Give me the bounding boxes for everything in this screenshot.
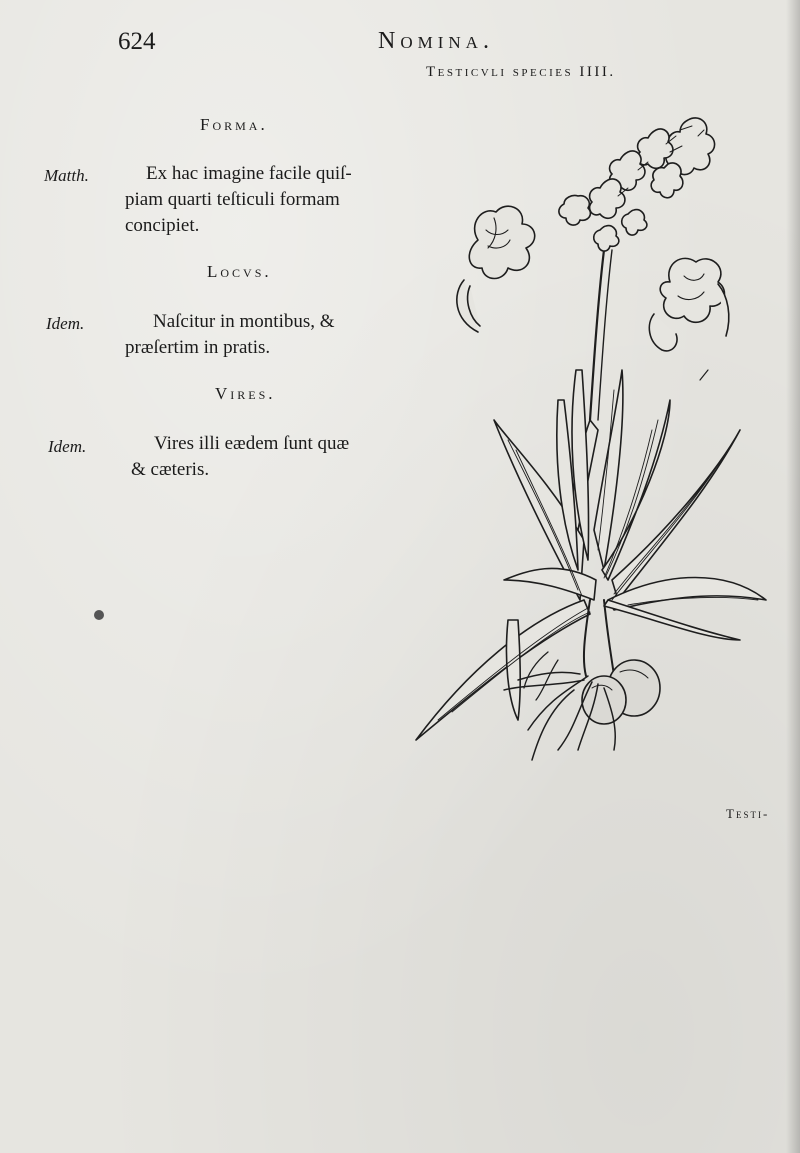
- body-line: præſertim in pratis.: [125, 337, 271, 358]
- section-heading-forma: Forma.: [200, 115, 268, 134]
- body-line: Vires illi eædem ſunt quæ: [154, 433, 350, 454]
- body-line: Ex hac imagine facile quiſ-: [146, 163, 352, 184]
- section-heading-vires: Vires.: [215, 384, 276, 403]
- margin-note-matth: Matth.: [44, 166, 89, 185]
- body-line: concipiet.: [125, 215, 200, 236]
- orchid-plant-woodcut-icon: [408, 100, 780, 765]
- running-title: Nomina.: [378, 28, 494, 54]
- page-number: 624: [118, 28, 156, 55]
- body-line: piam quarti teſticuli formam: [125, 189, 340, 210]
- body-line: & cæteris.: [131, 459, 210, 480]
- margin-note-idem: Idem.: [46, 314, 85, 333]
- page-edge-shadow: [786, 0, 800, 1153]
- catchword: Testi-: [726, 806, 770, 821]
- margin-note-idem: Idem.: [48, 437, 87, 456]
- section-heading-locus: Locvs.: [207, 262, 272, 281]
- ink-speck: [94, 610, 104, 620]
- species-subtitle: Testicvli species IIII.: [426, 64, 616, 80]
- body-line: Naſcitur in montibus, &: [153, 311, 335, 332]
